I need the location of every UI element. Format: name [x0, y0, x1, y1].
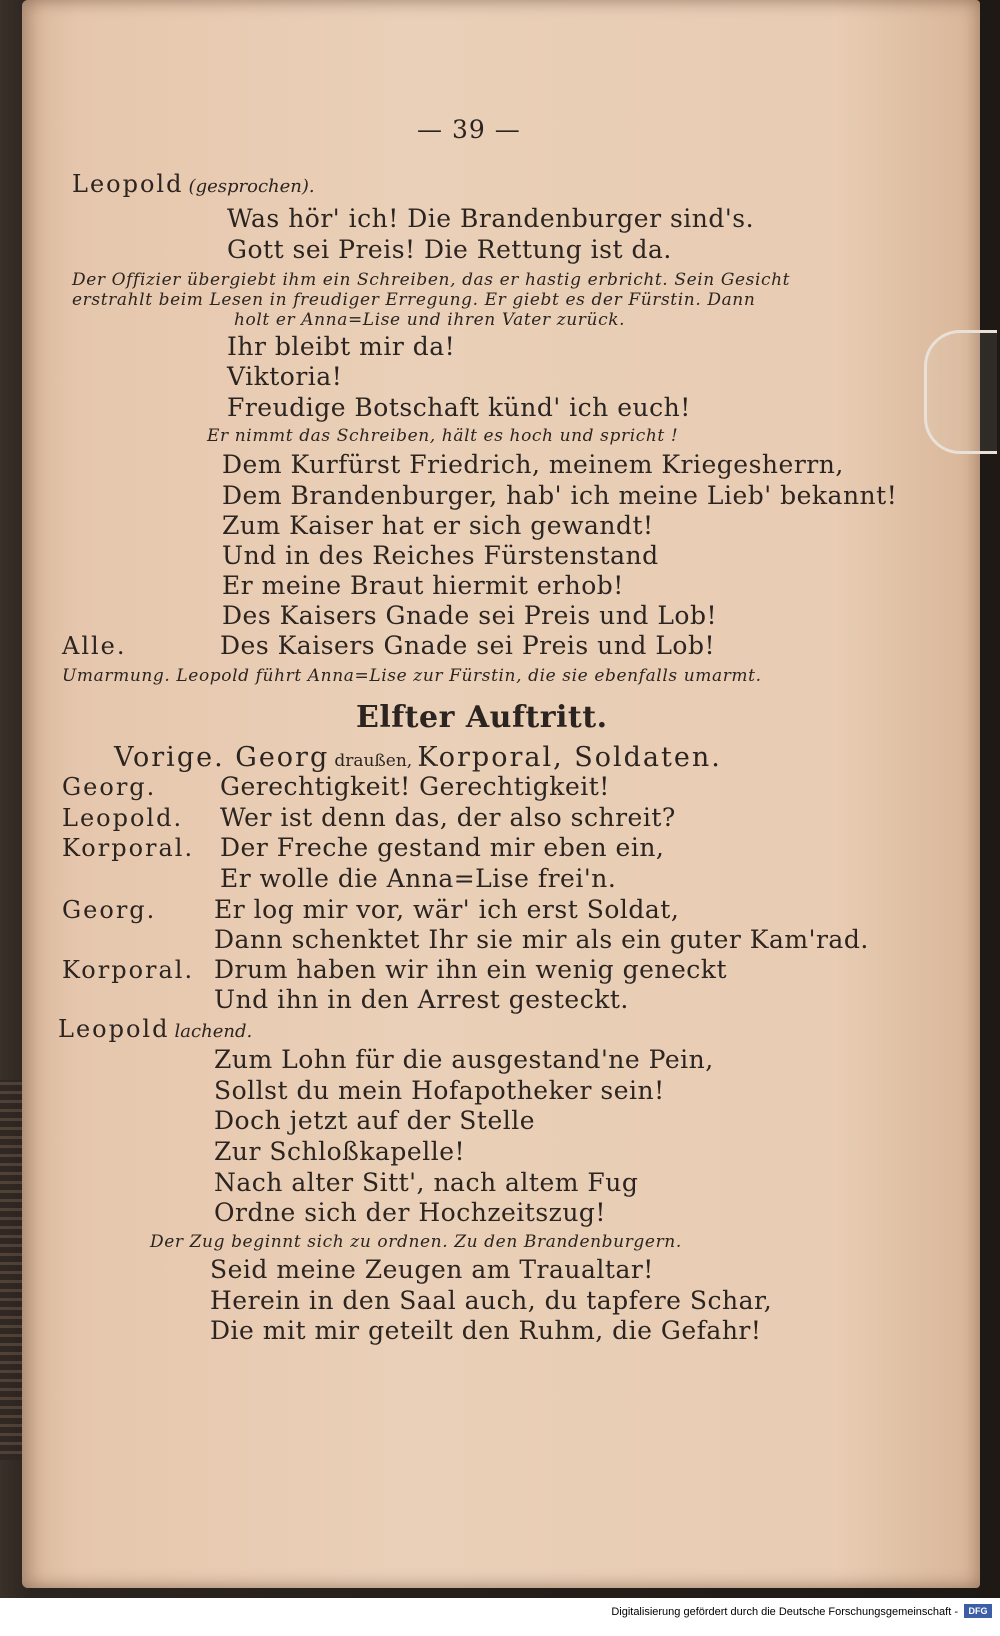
verse-line: Zum Kaiser hat er sich gewandt!	[222, 511, 654, 540]
verse-line: Seid meine Zeugen am Traualtar!	[210, 1255, 654, 1284]
verse-line: Und in des Reiches Fürstenstand	[222, 541, 659, 570]
speaker-line	[62, 955, 727, 984]
speaker-name: Georg.	[62, 773, 157, 801]
verse-text: Des Kaisers Gnade sei Preis und Lob!	[220, 631, 716, 660]
cast-list	[114, 742, 722, 773]
verse-line: Des Kaisers Gnade sei Preis und Lob!	[222, 601, 718, 630]
cast-names-rest: Korporal, Soldaten.	[417, 742, 722, 773]
scene-heading: Elfter Auftritt.	[356, 700, 608, 735]
verse-line: Viktoria!	[227, 362, 343, 391]
cast-note: draußen,	[334, 751, 413, 771]
speaker-note: lachend.	[174, 1021, 253, 1042]
verse-text: Wer ist denn das, der also schreit?	[220, 803, 676, 832]
bookmark-tab	[924, 330, 997, 454]
speaker-name: Leopold	[58, 1015, 170, 1043]
verse-line: Sollst du mein Hofapotheker sein!	[214, 1076, 665, 1105]
footer-credit: Digitalisierung gefördert durch die Deutsche Forschungsgemeinschaft -	[611, 1606, 958, 1618]
verse-line: Dem Kurfürst Friedrich, meinem Kriegesherrn,	[222, 450, 844, 479]
verse-line: Gott sei Preis! Die Rettung ist da.	[227, 235, 672, 264]
speaker-line	[62, 895, 679, 924]
verse-line: Er meine Braut hiermit erhob!	[222, 571, 624, 600]
stage-direction: holt er Anna=Lise und ihren Vater zurück.	[234, 310, 626, 330]
adjacent-page-edge	[0, 1080, 22, 1460]
stage-direction: Er nimmt das Schreiben, hält es hoch und spricht !	[207, 426, 679, 446]
verse-text: Er log mir vor, wär' ich erst Soldat,	[214, 895, 680, 924]
speaker-name: Leopold	[72, 170, 184, 198]
dfg-logo-icon: DFG	[964, 1604, 992, 1618]
speaker-name: Korporal.	[62, 834, 195, 862]
book-page	[22, 0, 980, 1588]
verse-line: Dem Brandenburger, hab' ich meine Lieb' bekannt!	[222, 481, 898, 510]
verse-text: Drum haben wir ihn ein wenig geneckt	[214, 955, 728, 984]
speaker-line	[62, 772, 610, 801]
verse-line: Herein in den Saal auch, du tapfere Schar,	[210, 1286, 773, 1315]
verse-line: Die mit mir geteilt den Ruhm, die Gefahr!	[210, 1316, 762, 1345]
verse-text: Gerechtigkeit! Gerechtigkeit!	[220, 772, 610, 801]
verse-line: Nach alter Sitt', nach altem Fug	[214, 1168, 639, 1197]
speaker-name: Georg.	[62, 896, 157, 924]
speaker-line	[62, 833, 664, 862]
verse-line: Ordne sich der Hochzeitszug!	[214, 1198, 606, 1227]
speaker-name: Alle.	[62, 632, 127, 660]
speaker-line	[62, 803, 676, 832]
cast-names: Vorige. Georg	[114, 742, 330, 773]
stage-direction: Der Offizier übergiebt ihm ein Schreiben, das er hastig erbricht. Sein Gesicht	[72, 270, 791, 290]
speaker-line	[58, 1015, 252, 1043]
speaker-note: (gesprochen).	[188, 176, 315, 197]
verse-line: Freudige Botschaft künd' ich euch!	[227, 393, 691, 422]
verse-line: Er wolle die Anna=Lise frei'n.	[220, 864, 617, 893]
stage-direction: Der Zug beginnt sich zu ordnen. Zu den Brandenburgern.	[150, 1232, 682, 1252]
verse-line: Doch jetzt auf der Stelle	[214, 1106, 536, 1135]
stage-direction: Umarmung. Leopold führt Anna=Lise zur Fürstin, die sie ebenfalls umarmt.	[62, 666, 762, 686]
verse-line: Was hör' ich! Die Brandenburger sind's.	[227, 204, 755, 233]
stage-direction: erstrahlt beim Lesen in freudiger Erregung. Er giebt es der Fürstin. Dann	[72, 290, 756, 310]
verse-line: Und ihn in den Arrest gesteckt.	[214, 985, 629, 1014]
verse-text: Der Freche gestand mir eben ein,	[220, 833, 665, 862]
speaker-line	[62, 631, 715, 660]
page-number: — 39 —	[417, 115, 521, 144]
speaker-name: Leopold.	[62, 804, 184, 832]
verse-line: Ihr bleibt mir da!	[227, 332, 456, 361]
speaker-name: Korporal.	[62, 956, 195, 984]
verse-line: Zum Lohn für die ausgestand'ne Pein,	[214, 1045, 714, 1074]
digitization-footer	[0, 1598, 1000, 1636]
verse-line: Dann schenktet Ihr sie mir als ein guter Kam'rad.	[214, 925, 869, 954]
speaker-line	[72, 170, 315, 198]
verse-line: Zur Schloßkapelle!	[214, 1137, 466, 1166]
